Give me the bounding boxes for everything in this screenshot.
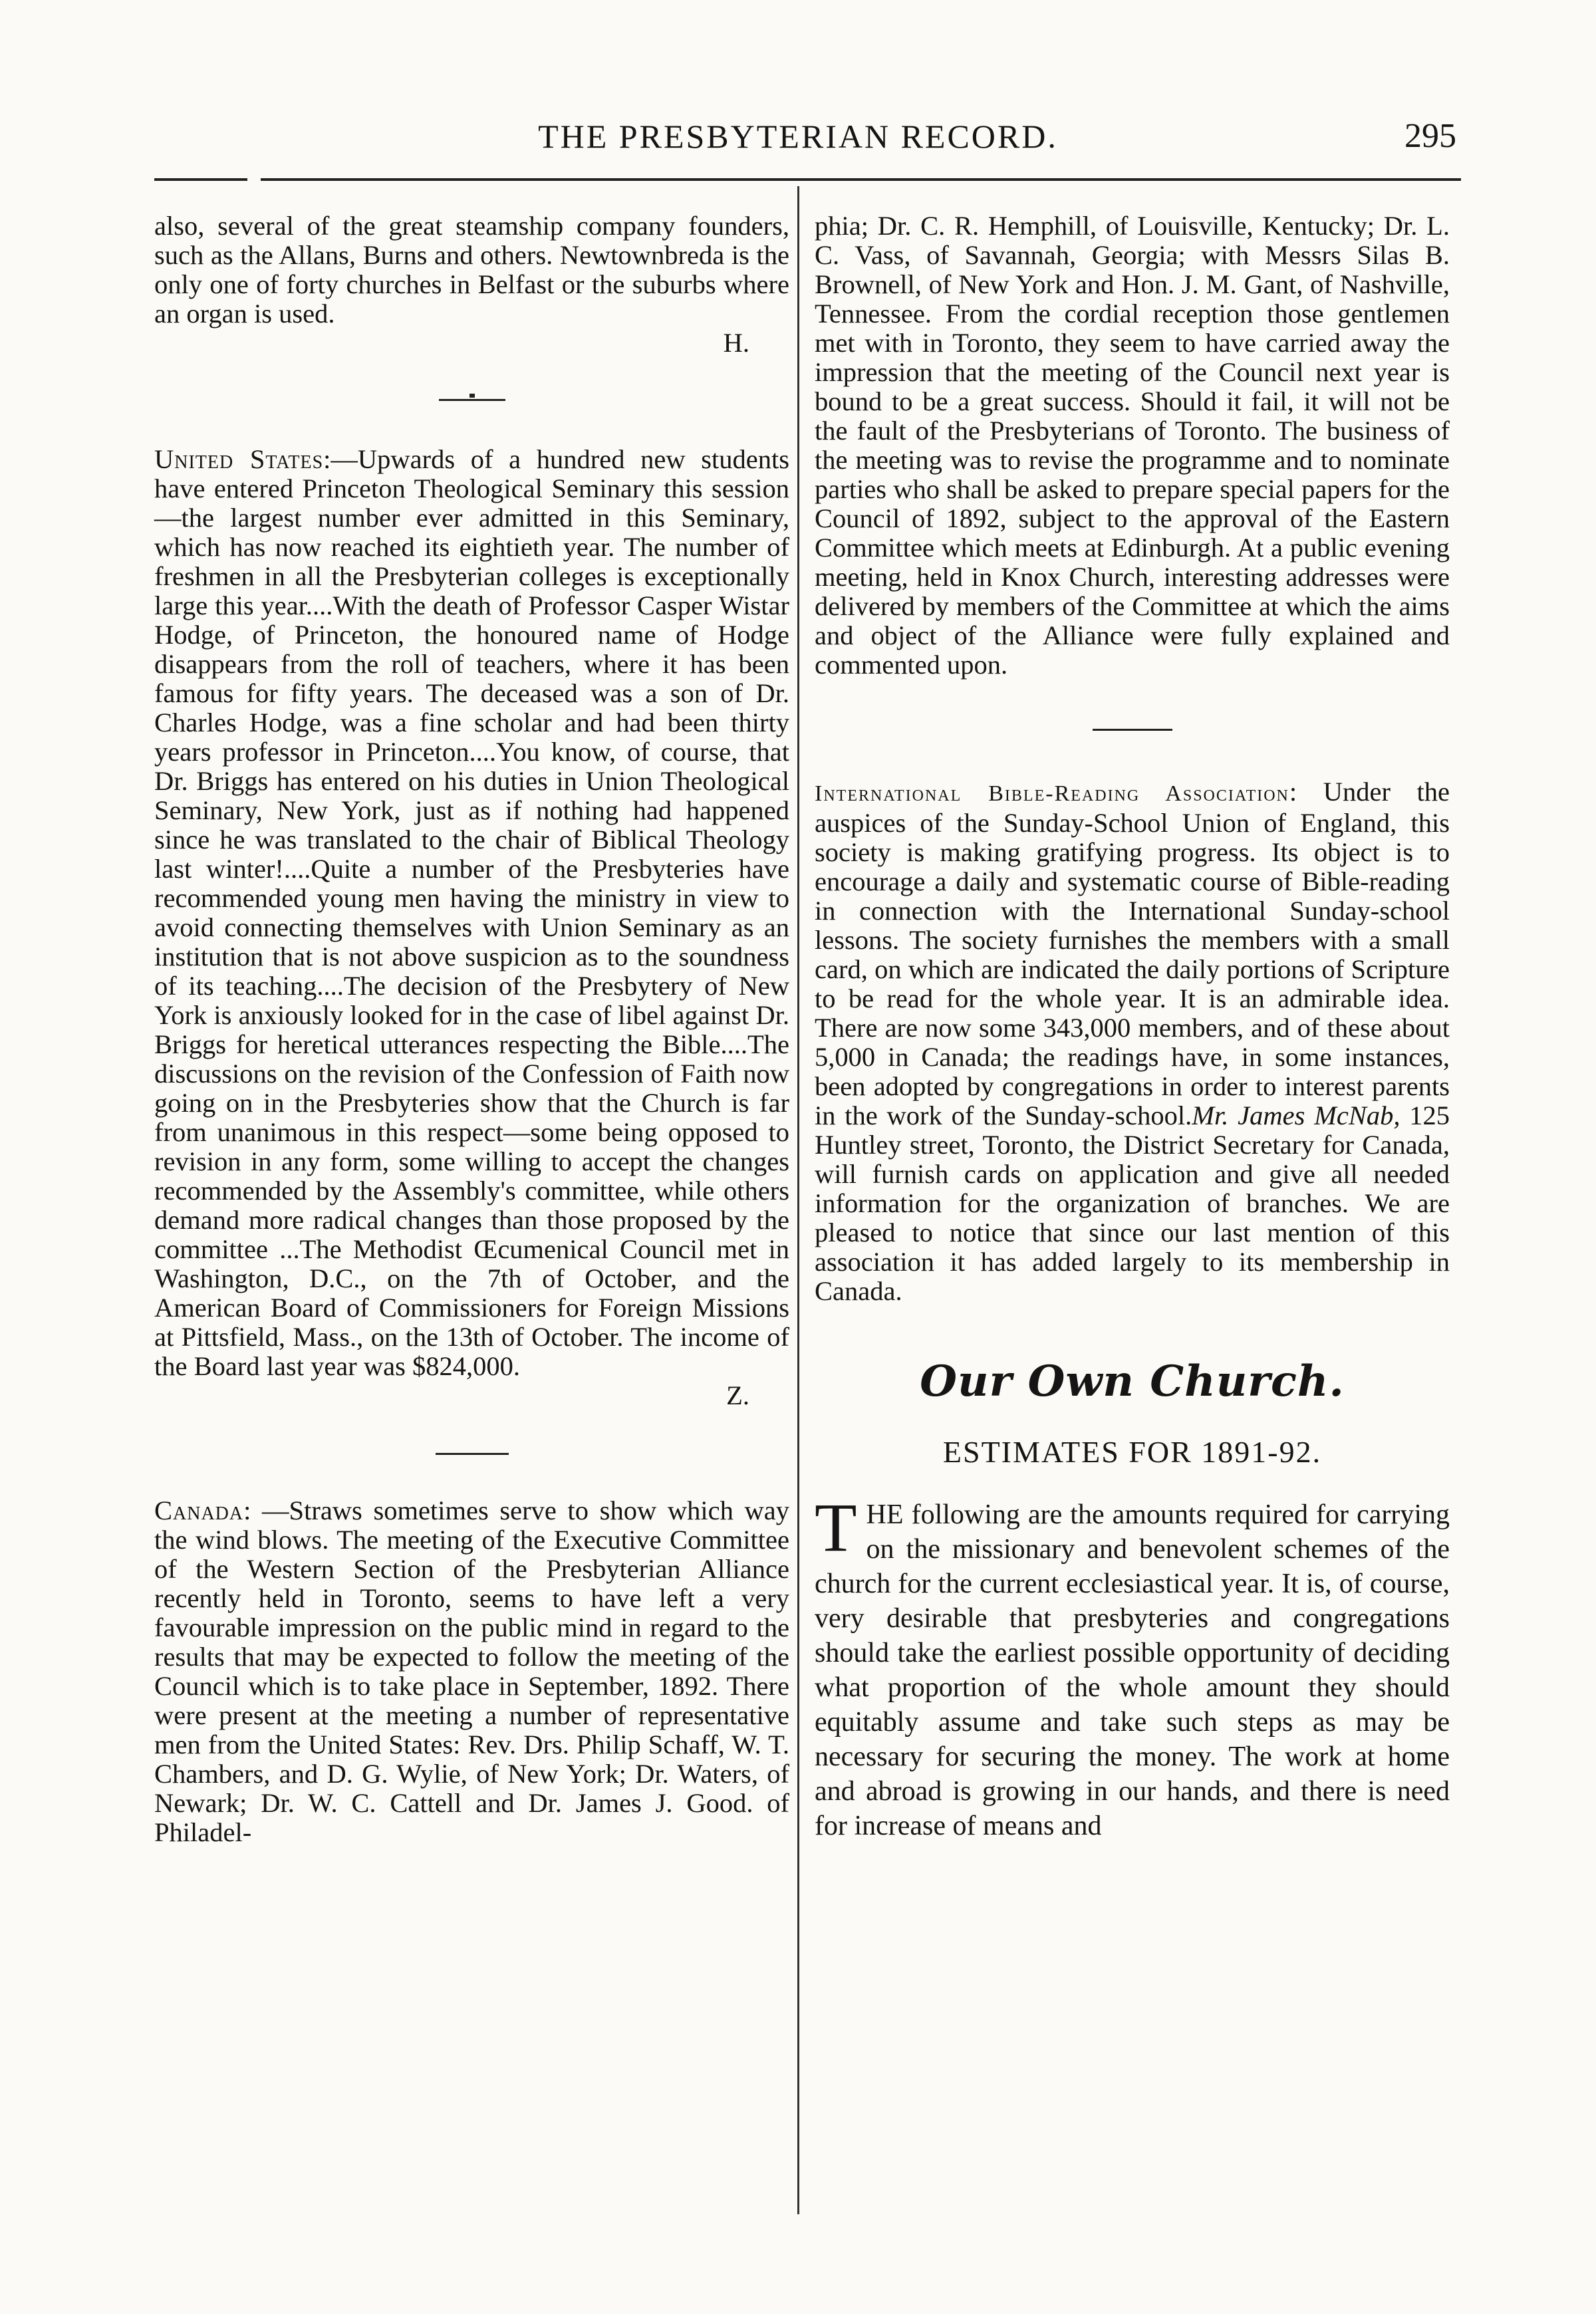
estimates-paragraph (815, 1489, 1450, 1843)
running-header-title: THE PRESBYTERIAN RECORD. (538, 118, 1058, 155)
belfast-signature: H. (723, 328, 749, 358)
ibra-text-1: : Under the auspices of the Sunday-School Union of England, this society is making gratifying progress. Its object is to encourage a daily and systematic course of Bible-reading in connection with the International Sunday-school lessons. The society furnishes the members with a small card, on which are indicated the daily portions of Scripture to be read for the whole year. It is an admirable idea. There are now some 343,000 members, and of these about 5,000 in Canada; the readings have, in some instances, been adopted by congregations in order to interest parents in the work of the Sunday-school. (815, 777, 1450, 1130)
canada-text: : —Straws sometimes serve to show which way the wind blows. The meeting of the Executive Committee of the Western Section of the Presbyterian Alliance recently held in Toronto, seems to have left a very favourable impression on the public mind in regard to the results that may be expected to follow the meeting of the Council which is to take place in September, 1892. There were present at the meeting a number of representative men from the United States: Rev. Drs. Philip Schaff, W. T. Chambers, and D. G. Wylie, of New York; Dr. Waters, of Newark; Dr. W. C. Cattell and Dr. James J. Good. of Philadel- (154, 1495, 789, 1847)
united-states-signature-line (154, 1381, 789, 1410)
canada-paragraph (154, 1496, 789, 1847)
section-divider (439, 399, 505, 401)
ibra-paragraph (815, 777, 1450, 1306)
canada-continued-paragraph (815, 211, 1450, 680)
header-rule-left (154, 178, 247, 181)
section-divider (1093, 729, 1172, 731)
ibra-contact-name: Mr. James McNab, (1192, 1100, 1400, 1130)
section-divider (436, 1453, 509, 1455)
header-rule-right (261, 178, 1461, 181)
ibra-label: International Bible-Reading Association (815, 781, 1289, 806)
belfast-signature-line (154, 328, 789, 358)
column-divider (797, 186, 799, 2214)
ibra-text-2: 125 Huntley street, Toronto, the District Secretary for Canada, will furnish cards on application and give all needed information for the organization of branches. We are pleased to notice that since our last mention of this association it has added largely to its membership in Canada. (815, 1100, 1450, 1306)
left-column (154, 211, 789, 1847)
united-states-signature: Z. (726, 1380, 749, 1410)
right-column (815, 211, 1450, 1843)
page-number: 295 (1404, 117, 1456, 155)
united-states-label: United States (154, 444, 324, 474)
canada-continued-text: phia; Dr. C. R. Hemphill, of Louisville, Kentucky; Dr. L. C. Vass, of Savannah, Georgia; with Messrs Silas B. Brownell, of New York and Hon. J. M. Gant, of Nashville, Tennessee. From the cordial reception those gentlemen met with in Toronto, they seem to have carried away the impression that the meeting of the Council next year is bound to be a great success. Should it fail, it will not be the fault of the Presbyterians of Toronto. The business of the meeting was to revise the programme and to nominate parties who shall be asked to prepare special papers for the Council of 1892, subject to the approval of the Eastern Committee which meets at Edinburgh. At a public evening meeting, held in Knox Church, interesting addresses were delivered by members of the Committee at which the aims and object of the Alliance were fully explained and commented upon. (815, 211, 1450, 680)
belfast-text: also, several of the great steamship company founders, such as the Allans, Burns and others. Newtownbreda is the only one of forty churches in Belfast or the suburbs where an organ is used. (154, 211, 789, 328)
united-states-text: :—Upwards of a hundred new students have entered Princeton Theological Seminary this session—the largest number ever admitted in this Seminary, which has now reached its eightieth year. The number of freshmen in all the Presbyterian colleges is exceptionally large this year....With the death of Professor Casper Wistar Hodge, of Princeton, the honoured name of Hodge disappears from the roll of teachers, where it has been famous for fifty years. The deceased was a son of Dr. Charles Hodge, was a fine scholar and had been thirty years professor in Princeton....You know, of course, that Dr. Briggs has entered on his duties in Union Theological Seminary, New York, just as if nothing had happened since he was translated to the chair of Biblical Theology last winter!....Quite a number of the Presbyteries have recommended young men having the ministry in view to avoid connecting themselves with Union Seminary as an institution that is not above suspicion as to the soundness of its teaching....The decision of the Presbytery of New York is anxiously looked for in the case of libel against Dr. Briggs for heretical utterances respecting the Bible....The discussions on the revision of the Confession of Faith now going on in the Presbyteries show that the Church is far from unanimous in this respect—some being opposed to revision in any form, some willing to accept the changes recommended by the Assembly's committee, while others demand more radical changes than those proposed by the committee ...The Methodist Œcumenical Council met in Washington, D.C., on the 7th of October, and the American Board of Commissioners for Foreign Missions at Pittsfield, Mass., on the 13th of October. The income of the Board last year was $824,000. (154, 444, 789, 1381)
canada-label: Canada (154, 1495, 244, 1525)
drop-cap: T (815, 1489, 857, 1566)
united-states-paragraph (154, 445, 789, 1381)
estimates-heading: ESTIMATES FOR 1891-92. (942, 1435, 1322, 1469)
estimates-text: HE following are the amounts required for carrying on the missionary and benevolent schemes of the church for the current ecclesiastical year. It is, of course, very desirable that presbyteries and congregations should take the earliest possible opportunity of deciding what proportion of the whole amount they should equitably assume and take such steps as may be necessary for securing the money. The work at home and abroad is growing in our hands, and there is need for increase of means and (815, 1499, 1450, 1841)
belfast-paragraph (154, 211, 789, 328)
section-heading: Our Own Church. (920, 1356, 1345, 1406)
